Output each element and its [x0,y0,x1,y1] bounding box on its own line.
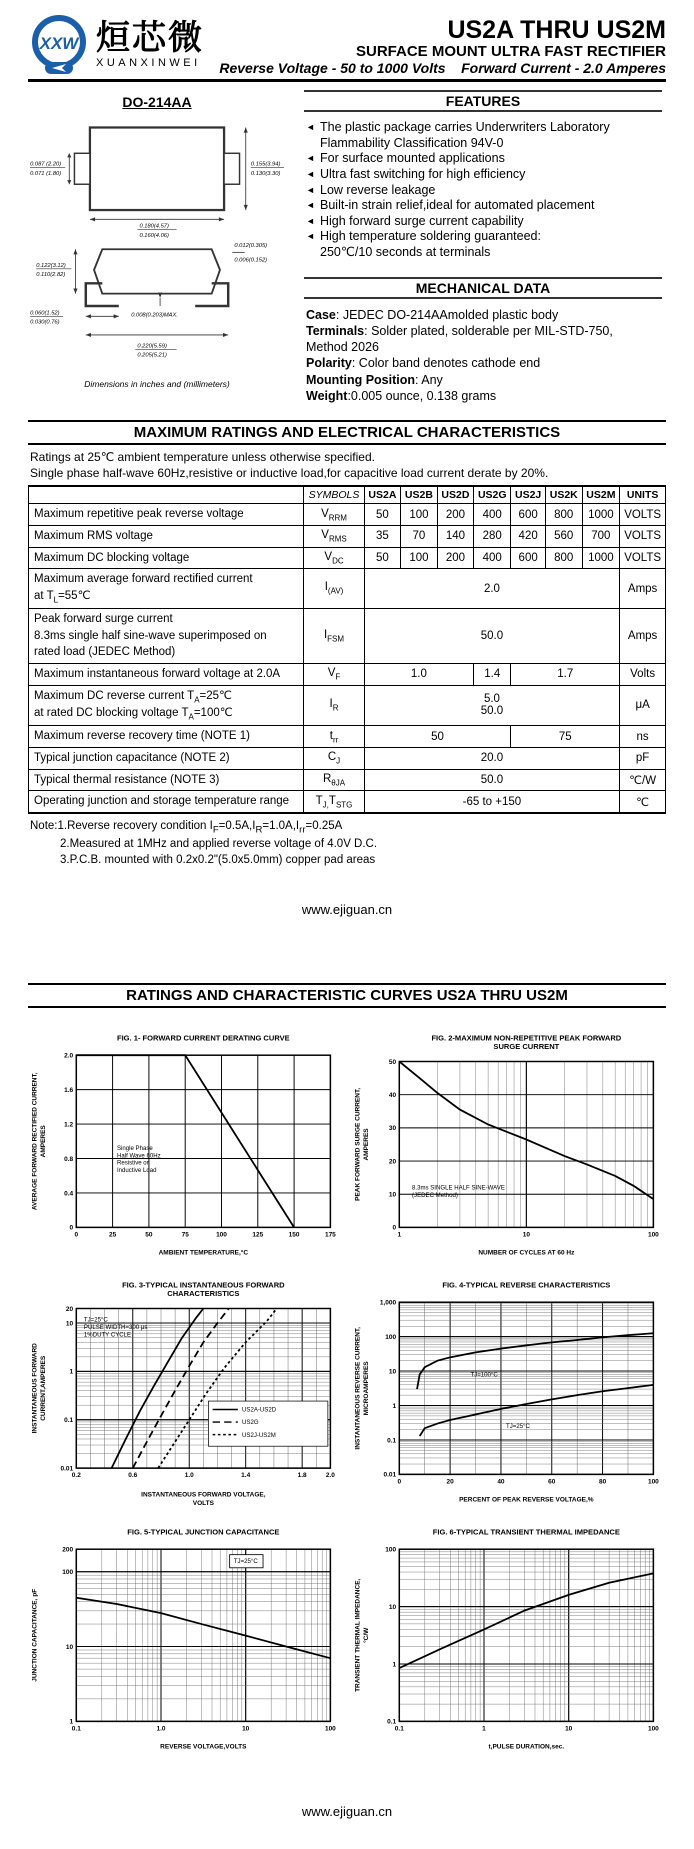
svg-text:1.6: 1.6 [64,1087,74,1095]
svg-text:0.155(3.94): 0.155(3.94) [250,161,281,168]
svg-text:1.8: 1.8 [297,1472,307,1480]
feature-item: ◄ Built-in strain relief,ideal for automated placement [306,198,595,213]
note-line: Note:1.Reverse recovery condition $I_F=0.5A,I_R=1.0A,I_{rr}=0.25A$ [30,820,343,836]
feature-item: ◄ High temperature soldering guaranteed: [306,229,541,244]
svg-text:50: 50 [145,1231,153,1239]
column-header: SYMBOLS [304,486,364,504]
svg-text:0: 0 [69,1225,74,1233]
svg-text:FIG. 6-TYPICAL TRANSIENT THERM: FIG. 6-TYPICAL TRANSIENT THERMAL IMPEDANCE [432,1527,620,1537]
svg-text:100: 100 [62,1569,74,1577]
svg-text:0.205(5.21): 0.205(5.21) [137,352,167,359]
column-header: US2M [582,486,620,504]
bullet-arrow-icon: ◄ [306,215,315,226]
svg-text:TJ=25°C: TJ=25°C [506,1423,530,1431]
svg-text:2.0: 2.0 [325,1472,335,1480]
svg-text:1.0: 1.0 [184,1472,194,1480]
package-name: DO-214AA [122,94,192,110]
svg-text:1: 1 [69,1369,74,1377]
svg-text:175: 175 [324,1231,336,1239]
svg-text:10: 10 [65,1644,74,1652]
svg-text:1,000: 1,000 [379,1299,397,1307]
svg-text:20: 20 [446,1478,454,1486]
svg-text:2.0: 2.0 [64,1052,74,1060]
svg-text:PULSE WIDTH=300 μs: PULSE WIDTH=300 μs [83,1324,148,1332]
brand [28,14,204,76]
ratings-intro-line1: Ratings at 25℃ ambient temperature unless otherwise specified. [30,450,375,465]
svg-text:100: 100 [647,1725,659,1733]
svg-text:Inductive Load: Inductive Load [116,1167,157,1175]
svg-text:150: 150 [288,1231,300,1239]
svg-text:0.8: 0.8 [64,1156,74,1164]
svg-text:FIG. 4-TYPICAL REVERSE CHARACT: FIG. 4-TYPICAL REVERSE CHARACTERISTICS [442,1280,611,1290]
svg-text:NUMBER OF CYCLES AT 60 Hz: NUMBER OF CYCLES AT 60 Hz [478,1249,575,1257]
svg-text:US2A-US2D: US2A-US2D [242,1406,277,1414]
svg-text:10: 10 [242,1725,250,1733]
svg-text:0.1: 0.1 [387,1719,397,1727]
feature-item: ◄ Ultra fast switching for high efficiency [306,166,526,181]
header-rule [28,79,666,82]
svg-text:80: 80 [598,1478,607,1486]
svg-text:0.1: 0.1 [394,1725,404,1733]
svg-text:10: 10 [388,1604,397,1612]
svg-text:10: 10 [388,1191,397,1199]
svg-text:CHARACTERISTICS: CHARACTERISTICS [167,1289,240,1299]
svg-text:US2G: US2G [242,1419,259,1427]
svg-text:0.220(5.59): 0.220(5.59) [137,343,167,350]
ratings-section-title: MAXIMUM RATINGS AND ELECTRICAL CHARACTERISTICS [28,420,666,445]
table-row: Maximum instantaneous forward voltage at 2.0A $V_F$ 1.0 1.4 1.7 Volts [29,663,666,685]
mechanical-line: Weight:0.005 ounce, 0.138 grams [306,388,497,403]
svg-text:MICROAMPERES: MICROAMPERES [362,1361,370,1416]
company-logo-icon [28,14,90,76]
svg-text:1: 1 [392,1403,397,1411]
svg-text:40: 40 [388,1092,397,1100]
svg-text:0.01: 0.01 [60,1465,74,1473]
svg-text:0.006(0.152): 0.006(0.152) [234,257,268,264]
svg-text:°C/W: °C/W [362,1628,370,1644]
brand-cn-name: 烜芯微 [96,19,204,57]
svg-text:JUNCTION CAPACITANCE, pF: JUNCTION CAPACITANCE, pF [31,1589,39,1683]
svg-text:SURGE CURRENT: SURGE CURRENT [493,1042,560,1052]
svg-text:1: 1 [397,1231,402,1239]
column-header: US2B [401,486,438,504]
svg-text:25: 25 [108,1231,117,1239]
svg-text:0.1: 0.1 [64,1417,74,1425]
svg-text:1%DUTY CYCLE: 1%DUTY CYCLE [83,1331,132,1339]
svg-text:TJ=100°C: TJ=100°C [470,1371,498,1379]
svg-text:0.030(0.76): 0.030(0.76) [30,319,60,326]
svg-text:20: 20 [388,1158,397,1166]
svg-text:100: 100 [647,1478,659,1486]
svg-text:AMBIENT TEMPERATURE,°C: AMBIENT TEMPERATURE,°C [158,1249,249,1257]
feature-item: ◄ The plastic package carries Underwriters Laboratory [306,120,610,134]
feature-item: ◄ Low reverse leakage [306,182,436,197]
bullet-arrow-icon: ◄ [306,122,315,132]
svg-text:TJ=25°C: TJ=25°C [83,1317,108,1325]
svg-text:75: 75 [181,1231,189,1239]
svg-text:0.110(2.82): 0.110(2.82) [36,272,66,279]
column-header: US2G [474,486,511,504]
svg-text:0.130(3.30): 0.130(3.30) [250,170,281,177]
package-drawing-section [28,90,286,404]
svg-text:VOLTS: VOLTS [192,1500,214,1508]
svg-text:100: 100 [647,1231,659,1239]
svg-text:AMPERES: AMPERES [362,1128,370,1161]
svg-text:0.4: 0.4 [64,1190,74,1198]
bullet-arrow-icon: ◄ [306,184,315,195]
svg-text:1.2: 1.2 [64,1121,74,1129]
mechanical-line: Terminals: Solder plated, solderable per MIL-STD-750, [306,323,613,338]
mechanical-data-list [306,307,666,405]
svg-text:8.3ms SINGLE HALF SINE-WAVE: 8.3ms SINGLE HALF SINE-WAVE [412,1184,505,1192]
mechanical-line: Mounting Position: Any [306,372,443,387]
feature-item: Flammability Classification 94V-0 [320,135,504,150]
svg-text:US2J-US2M: US2J-US2M [242,1432,276,1440]
svg-text:(JEDEC Method): (JEDEC Method) [412,1192,458,1200]
svg-text:Single Phase: Single Phase [116,1145,153,1153]
table-row: Maximum DC blocking voltage $V_{DC}$ 50 100 200 400 600 800 1000 VOLTS [29,547,666,569]
svg-text:CURRENT,AMPERES: CURRENT,AMPERES [39,1356,47,1422]
mechanical-line: Method 2026 [306,340,379,355]
svg-text:REVERSE VOLTAGE,VOLTS: REVERSE VOLTAGE,VOLTS [160,1744,247,1752]
page-tagline: Reverse Voltage - 50 to 1000 Volts Forward Current - 2.0 Amperes [219,60,666,76]
feature-item: ◄ For surface mounted applications [306,151,505,166]
svg-text:Half Wave 60Hz: Half Wave 60Hz [116,1152,161,1160]
svg-text:t,PULSE DURATION,sec.: t,PULSE DURATION,sec. [488,1744,565,1752]
fig1-forward-current-derating-chart [28,1030,343,1263]
svg-text:10: 10 [565,1725,573,1733]
website-link[interactable]: www.ejiguan.cn [301,902,393,918]
svg-text:10: 10 [388,1368,397,1376]
svg-text:FIG. 1- FORWARD CURRENT DERATI: FIG. 1- FORWARD CURRENT DERATING CURVE [116,1033,290,1043]
table-row: Peak forward surge current 8.3ms single half sine-wave superimposed on rated load (JEDEC Method) $I_{FSM}$ 50.0 Amps [29,608,666,663]
bullet-arrow-icon: ◄ [306,168,315,179]
svg-text:0.2: 0.2 [71,1472,81,1480]
svg-text:INSTANTANEOUS FORWARD: INSTANTANEOUS FORWARD [31,1343,39,1434]
svg-text:FIG. 3-TYPICAL INSTANTANEOUS F: FIG. 3-TYPICAL INSTANTANEOUS FORWARD [122,1280,285,1290]
svg-text:60: 60 [548,1478,556,1486]
svg-text:0.01: 0.01 [383,1472,397,1480]
page-title: US2A THRU US2M [447,15,666,44]
svg-text:AVERAGE FORWARD RECTIFIED CURR: AVERAGE FORWARD RECTIFIED CURRENT, [31,1072,39,1211]
brand-en-name: XUANXINWEI [96,57,201,69]
bullet-arrow-icon: ◄ [306,200,315,211]
svg-text:30: 30 [388,1125,397,1133]
fig3-forward-characteristics-chart [28,1277,343,1510]
svg-text:PEAK FORWARD SURGE CURRENT,: PEAK FORWARD SURGE CURRENT, [354,1088,362,1202]
table-row: Maximum reverse recovery time (NOTE 1) $t_{rr}$ 50 75 ns [29,726,666,748]
svg-text:0: 0 [397,1478,402,1486]
note-line: 2.Measured at 1MHz and applied reverse voltage of 4.0V D.C. [60,838,378,851]
svg-text:100: 100 [385,1546,397,1554]
page-subtitle: SURFACE MOUNT ULTRA FAST RECTIFIER [356,43,666,60]
svg-text:0: 0 [392,1225,397,1233]
package-outline-drawing [28,112,286,372]
mechanical-line: Case: JEDEC DO-214AAmolded plastic body [306,307,559,322]
svg-text:0.071 (1.80): 0.071 (1.80) [30,170,62,177]
column-header: US2J [511,486,546,504]
figures-grid [28,1030,666,1757]
svg-text:0.122(3.12): 0.122(3.12) [36,262,66,269]
svg-text:1: 1 [482,1725,486,1733]
note-line: 3.P.C.B. mounted with 0.2x0.2"(5.0x5.0mm) copper pad areas [60,853,376,866]
svg-text:1.4: 1.4 [241,1472,251,1480]
fig6-transient-thermal-impedance-chart [351,1524,666,1757]
svg-text:Resistive or: Resistive or [116,1159,149,1167]
svg-text:0.160(4.06): 0.160(4.06) [139,232,169,239]
svg-text:0.060(1.52): 0.060(1.52) [30,310,60,317]
bullet-arrow-icon: ◄ [306,153,315,164]
table-row: Typical thermal resistance (NOTE 3) $R_{\theta JA}$ 50.0 ℃/W [29,769,666,791]
table-row: Maximum repetitive peak reverse voltage $V_{RRM}$ 50 100 200 400 600 800 1000 VOLTS [29,504,666,526]
package-caption: Dimensions in inches and (millimeters) [84,379,230,390]
features-list [306,120,666,261]
ratings-intro-line2: Single phase half-wave 60Hz,resistive or inductive load,for capacitive load current derate by 20%. [30,465,549,480]
ratings-table [28,485,666,814]
svg-text:0.1: 0.1 [387,1437,397,1445]
table-row: Operating junction and storage temperature range $T_{J,}T_{STG}$ -65 to +150 ℃ [29,791,666,813]
svg-text:1: 1 [392,1661,397,1669]
svg-text:AMPERES: AMPERES [39,1125,47,1158]
column-header: US2D [437,486,474,504]
table-row: Maximum RMS voltage $V_{RMS}$ 35 70 140 280 420 560 700 VOLTS [29,525,666,547]
svg-text:FIG. 5-TYPICAL JUNCTION CAPACI: FIG. 5-TYPICAL JUNCTION CAPACITANCE [127,1527,280,1537]
table-row: Maximum DC reverse current $T_A=25℃$ at rated DC blocking voltage $T_A=100℃$ $I_R$ 5.0 50.0 μA [29,685,666,726]
notes-block [30,819,666,868]
feature-item: 250℃/10 seconds at terminals [320,245,491,259]
svg-text:TRANSIENT THERMAL IMPEDANCE,: TRANSIENT THERMAL IMPEDANCE, [354,1579,362,1693]
svg-text:40: 40 [497,1478,505,1486]
column-header: US2A [364,486,401,504]
svg-text:125: 125 [252,1231,264,1239]
svg-text:0.087 (2.20): 0.087 (2.20) [30,161,62,168]
header [28,14,666,76]
website-link-bottom[interactable]: www.ejiguan.cn [301,1803,393,1819]
svg-text:200: 200 [62,1546,74,1554]
svg-text:INSTANTANEOUS FORWARD VOLTAGE,: INSTANTANEOUS FORWARD VOLTAGE, [141,1491,266,1499]
svg-text:PERCENT OF PEAK REVERSE VOLTAG: PERCENT OF PEAK REVERSE VOLTAGE,% [459,1497,594,1505]
svg-text:0.180(4.57): 0.180(4.57) [139,223,169,230]
table-row: Typical junction capacitance (NOTE 2) $C_J$ 20.0 pF [29,748,666,770]
column-header: UNITS [620,486,666,504]
svg-text:TJ=25°C: TJ=25°C [233,1558,258,1566]
svg-text:INSTANTANEOUS REVERSE CURRENT,: INSTANTANEOUS REVERSE CURRENT, [354,1327,362,1450]
svg-text:XXW: XXW [39,34,79,53]
features-title: FEATURES [304,90,662,112]
svg-text:20: 20 [65,1306,74,1314]
svg-text:100: 100 [216,1231,227,1239]
svg-text:0.008(0.203)MAX.: 0.008(0.203)MAX. [131,312,178,319]
table-row: Maximum average forward rectified current at $T_L=55℃$ $I_{(AV)}$ 2.0 Amps [29,569,666,609]
svg-text:0.6: 0.6 [128,1472,138,1480]
svg-text:0.1: 0.1 [71,1725,81,1733]
fig5-junction-capacitance-chart [28,1524,343,1757]
svg-text:50: 50 [388,1059,397,1067]
svg-text:0.012(0.305): 0.012(0.305) [234,243,268,250]
svg-text:10: 10 [522,1231,530,1239]
svg-text:FIG. 2-MAXIMUM NON-REPETITIVE: FIG. 2-MAXIMUM NON-REPETITIVE PEAK FORWARD [431,1033,622,1043]
svg-text:1.0: 1.0 [156,1725,166,1733]
fig2-peak-surge-current-chart [351,1030,666,1263]
curves-section-title: RATINGS AND CHARACTERISTIC CURVES US2A THRU US2M [28,983,666,1008]
svg-text:100: 100 [324,1725,336,1733]
mechanical-line: Polarity: Color band denotes cathode end [306,356,541,371]
mechanical-title: MECHANICAL DATA [304,277,662,299]
feature-item: ◄ High forward surge current capability [306,213,524,228]
svg-text:0: 0 [74,1231,79,1239]
svg-text:100: 100 [385,1334,397,1342]
fig4-reverse-characteristics-chart [351,1277,666,1510]
svg-text:1: 1 [69,1719,74,1727]
bullet-arrow-icon: ◄ [306,231,315,242]
column-header: US2K [545,486,582,504]
svg-text:10: 10 [65,1320,74,1328]
